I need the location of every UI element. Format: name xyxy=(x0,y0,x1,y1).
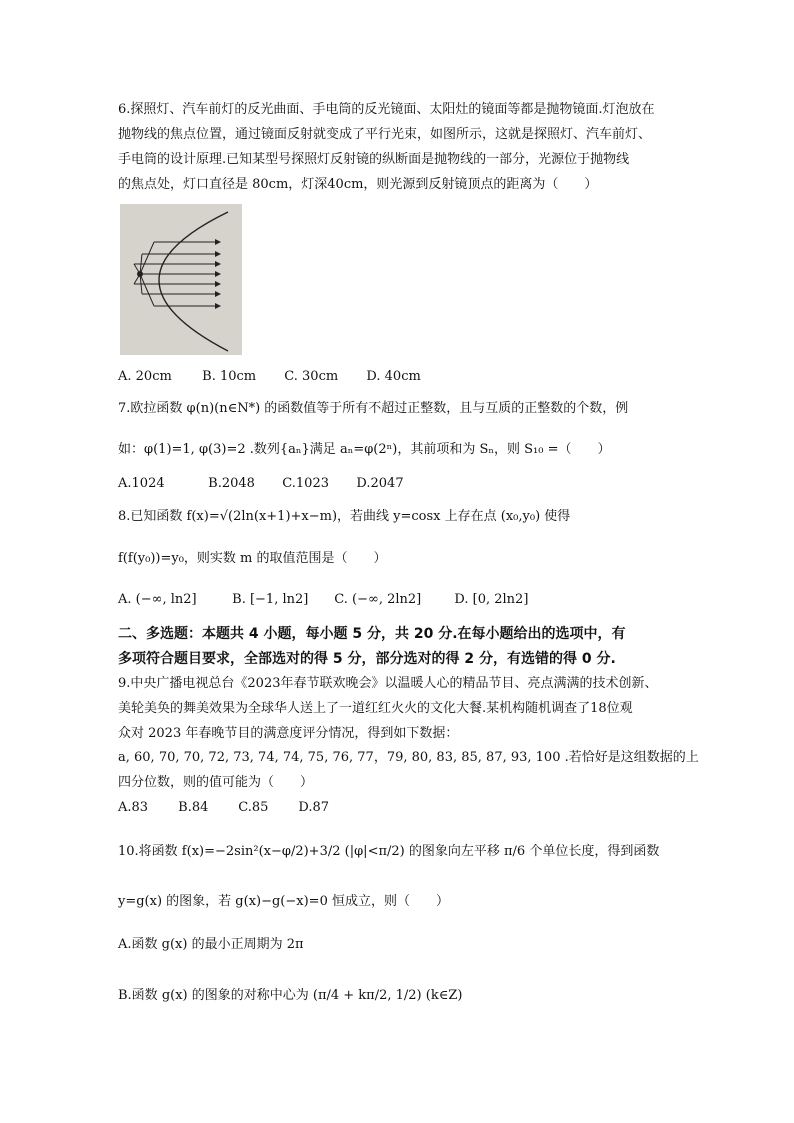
q6-line-3: 手电筒的设计原理.已知某型号探照灯反射镜的纵断面是抛物线的一部分，光源位于抛物线 xyxy=(118,152,630,167)
q10-option-b[interactable]: B.函数 g(x) 的图象的对称中心为 (π/4 + kπ/2, 1/2) (k∈Z) xyxy=(118,988,463,1003)
q9-option-b[interactable]: B.84 xyxy=(178,800,209,815)
q6-option-b[interactable]: B. 10cm xyxy=(202,369,257,384)
q7-line-1: 7.欧拉函数 φ(n)(n∈N*) 的函数值等于所有不超过正整数，且与互质的正整数的个数，例 xyxy=(118,401,629,416)
q9-line-4: a, 60, 70, 70, 72, 73, 74, 74, 75, 76, 77，79, 80, 83, 85, 87, 93, 100 .若恰好是这组数据的上 xyxy=(118,750,699,765)
q7-option-a[interactable]: A.1024 xyxy=(118,476,165,491)
section-2-heading-line-1: 二、多选题：本题共 4 小题，每小题 5 分，共 20 分.在每小题给出的选项中，有 xyxy=(118,626,626,642)
q9-option-d[interactable]: D.87 xyxy=(298,800,330,815)
q9-line-3: 众对 2023 年春晚节目的满意度评分情况，得到如下数据： xyxy=(118,726,459,741)
q8-option-d[interactable]: D. [0, 2ln2] xyxy=(454,592,529,607)
q10-option-a[interactable]: A.函数 g(x) 的最小正周期为 2π xyxy=(118,937,304,952)
q8-line-2: f(f(y₀))=y₀，则实数 m 的取值范围是（ ） xyxy=(118,551,387,566)
q9-line-1: 9.中央广播电视总台《2023年春节联欢晚会》以温暖人心的精品节目、亮点满满的技术创新、 xyxy=(118,676,658,691)
q6-option-d[interactable]: D. 40cm xyxy=(366,369,421,384)
q8-line-1: 8.已知函数 f(x)=√(2ln(x+1)+x−m)，若曲线 y=cosx 上存在点 (x₀,y₀) 使得 xyxy=(118,509,571,524)
q7-option-b[interactable]: B.2048 xyxy=(208,476,255,491)
q9-line-5: 四分位数，则的值可能为（ ） xyxy=(118,775,314,790)
q6-option-a[interactable]: A. 20cm xyxy=(118,369,172,384)
q6-line-2: 抛物线的焦点位置，通过镜面反射就变成了平行光束，如图所示，这就是探照灯、汽车前灯、 xyxy=(118,127,652,142)
q9-line-2: 美轮美奂的舞美效果为全球华人送上了一道红红火火的文化大餐.某机构随机调查了18位观 xyxy=(118,701,633,716)
q6-line-4: 的焦点处，灯口直径是 80cm，灯深40cm，则光源到反射镜顶点的距离为（ ） xyxy=(118,177,598,192)
q9-option-a[interactable]: A.83 xyxy=(118,800,149,815)
q9-options xyxy=(118,799,329,817)
q7-option-d[interactable]: D.2047 xyxy=(356,476,404,491)
q7-option-c[interactable]: C.1023 xyxy=(282,476,329,491)
q10-line-1: 10.将函数 f(x)=−2sin²(x−φ/2)+3/2 (|φ|<π/2) 的图象向左平移 π/6 个单位长度，得到函数 xyxy=(118,844,660,859)
section-2-heading-line-2: 多项符合题目要求，全部选对的得 5 分，部分选对的得 2 分，有选错的得 0 分. xyxy=(118,651,616,667)
q7-line-2: 如：φ(1)=1, φ(3)=2 .数列{aₙ}满足 aₙ=φ(2ⁿ)，其前项和为 Sₙ，则 S₁₀ =（ ） xyxy=(118,442,611,457)
q6-line-1: 6.探照灯、汽车前灯的反光曲面、手电筒的反光镜面、太阳灶的镜面等都是抛物镜面.灯泡放在 xyxy=(118,102,655,117)
q8-option-c[interactable]: C. (−∞, 2ln2] xyxy=(334,592,422,607)
q8-options xyxy=(118,591,528,609)
q6-option-c[interactable]: C. 30cm xyxy=(284,369,339,384)
q7-options xyxy=(118,475,404,493)
q8-option-b[interactable]: B. [−1, ln2] xyxy=(232,592,309,607)
q8-option-a[interactable]: A. (−∞, ln2] xyxy=(118,592,197,607)
q10-line-2: y=g(x) 的图象，若 g(x)−g(−x)=0 恒成立，则（ ） xyxy=(118,894,449,909)
q6-options xyxy=(118,368,421,386)
parabola-reflector-figure xyxy=(120,204,242,355)
q9-option-c[interactable]: C.85 xyxy=(238,800,269,815)
